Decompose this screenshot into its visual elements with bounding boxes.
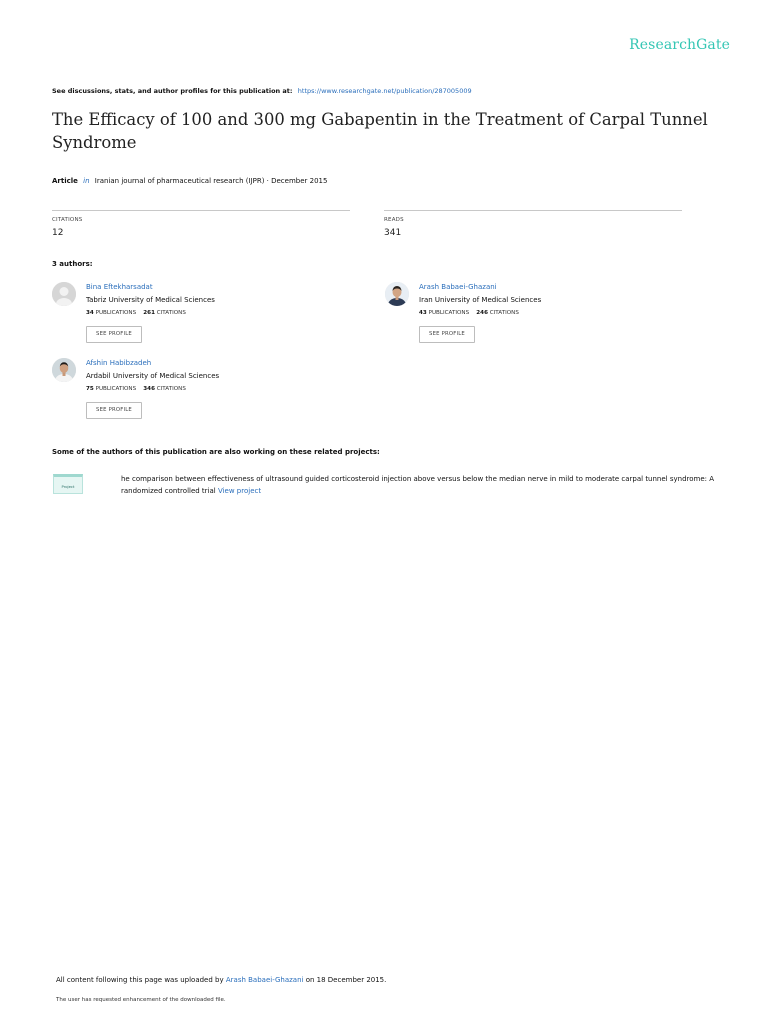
see-profile-button[interactable]: SEE PROFILE: [86, 326, 142, 343]
publications-label: PUBLICATIONS: [428, 310, 470, 316]
author-card: [385, 282, 685, 352]
avatar-placeholder[interactable]: [52, 282, 76, 306]
footer-suffix: on 18 December 2015.: [305, 976, 387, 984]
project-description: he comparison between effectiveness of ultrasound guided corticosteroid injection above versus below the median nerve in mild to moderate carpal tunnel syndrome: A randomized controlled trial: [121, 475, 715, 495]
citations-count: 261: [143, 310, 155, 316]
citations-count: 346: [143, 386, 155, 392]
citations-label: CITATIONS: [489, 310, 519, 316]
author-stats: [419, 310, 519, 316]
publications-count: 43: [419, 310, 427, 316]
person-icon: [52, 282, 76, 306]
paper-title: The Efficacy of 100 and 300 mg Gabapentin in the Treatment of Carpal Tunnel Syndrome: [52, 110, 708, 152]
citations-count: 246: [476, 310, 488, 316]
publication-url-link[interactable]: https://www.researchgate.net/publication/287005009: [297, 87, 472, 95]
citations-label: CITATIONS: [52, 217, 83, 223]
publications-count: 75: [86, 386, 94, 392]
citations-divider: [52, 210, 350, 211]
authors-heading: 3 authors:: [52, 260, 93, 268]
discussion-text: See discussions, stats, and author profiles for this publication at:: [52, 87, 293, 95]
project-thumbnail[interactable]: [53, 474, 83, 494]
related-projects-heading: Some of the authors of this publication are also working on these related projects:: [52, 448, 380, 456]
publications-count: 34: [86, 310, 94, 316]
publications-label: PUBLICATIONS: [95, 310, 137, 316]
reads-value: 341: [384, 228, 402, 238]
citations-label: CITATIONS: [156, 386, 186, 392]
article-type: Article: [52, 177, 78, 185]
author-name-link[interactable]: Arash Babaei-Ghazani: [419, 283, 497, 291]
portrait-icon: [385, 282, 409, 306]
uploader-link[interactable]: Arash Babaei-Ghazani: [225, 976, 304, 984]
researchgate-logo[interactable]: ResearchGate: [629, 37, 730, 53]
publications-label: PUBLICATIONS: [95, 386, 137, 392]
citations-value: 12: [52, 228, 64, 238]
author-institution: Iran University of Medical Sciences: [419, 296, 542, 304]
portrait-icon: [52, 358, 76, 382]
author-stats: [86, 310, 186, 316]
article-info: [52, 177, 327, 185]
author-institution: Tabriz University of Medical Sciences: [86, 296, 215, 304]
see-profile-button[interactable]: SEE PROFILE: [86, 402, 142, 419]
author-card: [52, 358, 352, 428]
view-project-link[interactable]: View project: [217, 487, 262, 495]
avatar-photo[interactable]: [385, 282, 409, 306]
footer-prefix: All content following this page was uploaded by: [56, 976, 224, 984]
author-institution: Ardabil University of Medical Sciences: [86, 372, 220, 380]
upload-footer: [56, 976, 386, 984]
see-profile-button[interactable]: SEE PROFILE: [419, 326, 475, 343]
author-name-link[interactable]: Bina Eftekharsadat: [86, 283, 153, 291]
download-note: The user has requested enhancement of the downloaded file.: [56, 997, 226, 1003]
reads-label: READS: [384, 217, 404, 223]
article-in: in: [83, 177, 90, 185]
related-project: [121, 473, 721, 497]
author-stats: [86, 386, 186, 392]
reads-divider: [384, 210, 682, 211]
avatar-photo[interactable]: [52, 358, 76, 382]
discussion-line: [52, 87, 472, 95]
author-card: [52, 282, 352, 352]
citations-label: CITATIONS: [156, 310, 186, 316]
project-thumb-label: Project: [61, 484, 75, 489]
author-name-link[interactable]: Afshin Habibzadeh: [86, 359, 152, 367]
journal-name[interactable]: Iranian journal of pharmaceutical research (IJPR) · December 2015: [94, 177, 328, 185]
